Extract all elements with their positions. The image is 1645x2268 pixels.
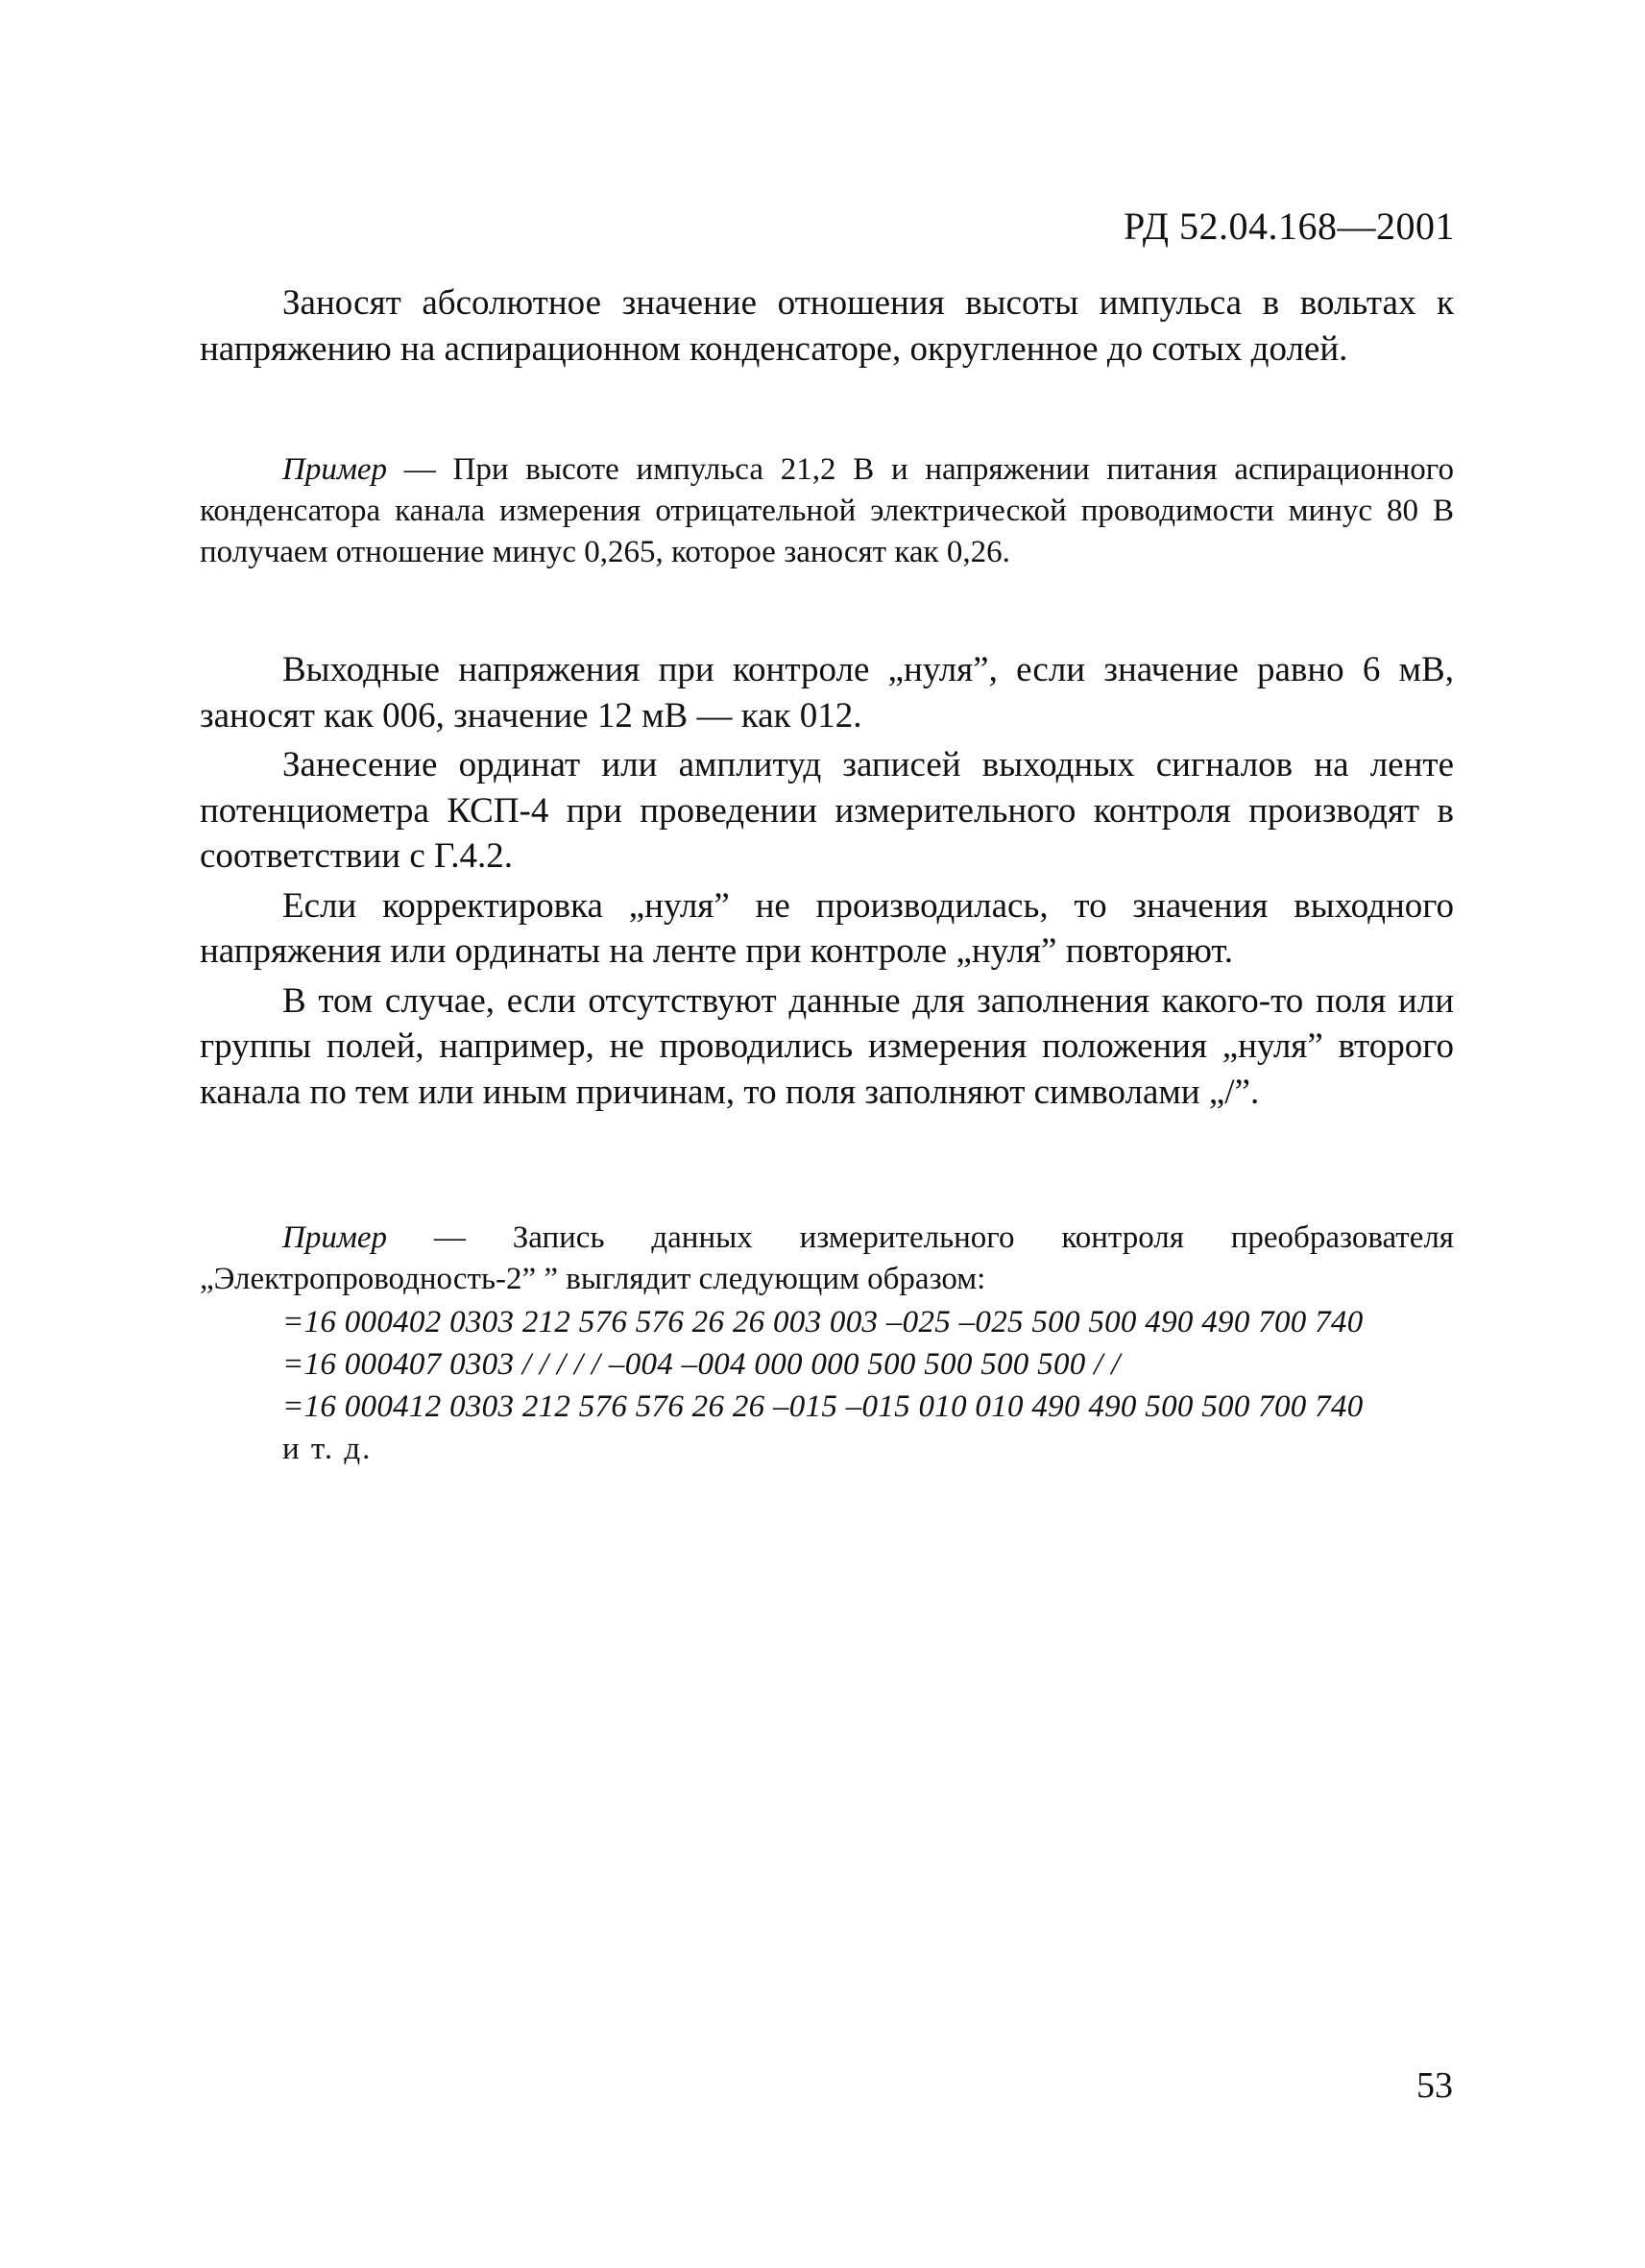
example-1-block	[200, 449, 1454, 573]
etc-text: и т. д.	[282, 1431, 373, 1466]
document-code-header: РД 52.04.168—2001	[1123, 205, 1455, 248]
page-number: 53	[1416, 2065, 1453, 2106]
paragraph-missing-data: В том случае, если отсутствуют данные для заполнения какого-то поля или группы полей, например, не проводились измерения положения „нуля” второго канала по тем или иным причинам, то поля заполняют символами „/”.	[200, 980, 1454, 1112]
data-record-line-3: =16 000412 0303 212 576 576 26 26 –015 –015 010 010 490 490 500 500 700 740	[282, 1388, 1364, 1424]
data-record-line-2: =16 000407 0303 / / / / / –004 –004 000 000 500 500 500 500 / /	[282, 1346, 1121, 1382]
example-1-label: Пример	[282, 452, 388, 487]
paragraph-output-voltage: Выходные напряжения при контроле „нуля”, если значение равно 6 мВ, заносят как 006, значение 12 мВ — как 012.	[200, 650, 1454, 736]
example-1-text: — При высоте импульса 21,2 В и напряжении питания аспирационного конденсатора канала измерения отрицательной электрической проводимости минус 80 В получаем отношение минус 0,265, которое заносят как 0,26.	[200, 452, 1454, 569]
paragraph-ordinates: Занесение ординат или амплитуд записей выходных сигналов на ленте потенциометра КСП-4 при проведении измерительного контроля производят в соответствии с Г.4.2.	[200, 745, 1454, 877]
body-paragraph-group-1	[200, 280, 1454, 372]
paragraph-zero-correction: Если корректировка „нуля” не производилась, то значения выходного напряжения или ординаты на ленте при контроле „нуля” повторяют.	[200, 885, 1454, 972]
data-record-block	[200, 1302, 1454, 1471]
paragraph-absolute-value: Заносят абсолютное значение отношения высоты импульса в вольтах к напряжению на аспирационном конденсаторе, округленное до сотых долей.	[200, 283, 1454, 369]
example-1-paragraph	[200, 449, 1454, 573]
data-record-line-1: =16 000402 0303 212 576 576 26 26 003 003 –025 –025 500 500 490 490 700 740	[282, 1305, 1364, 1339]
example-2-label: Пример	[282, 1220, 388, 1255]
example-2-text: — Запись данных измерительного контроля преобразователя „Электропроводность-2” ” выглядит следующим образом:	[200, 1220, 1454, 1296]
example-2-paragraph	[200, 1218, 1454, 1300]
example-2-block	[200, 1218, 1454, 1300]
body-paragraph-group-2	[200, 647, 1454, 1115]
